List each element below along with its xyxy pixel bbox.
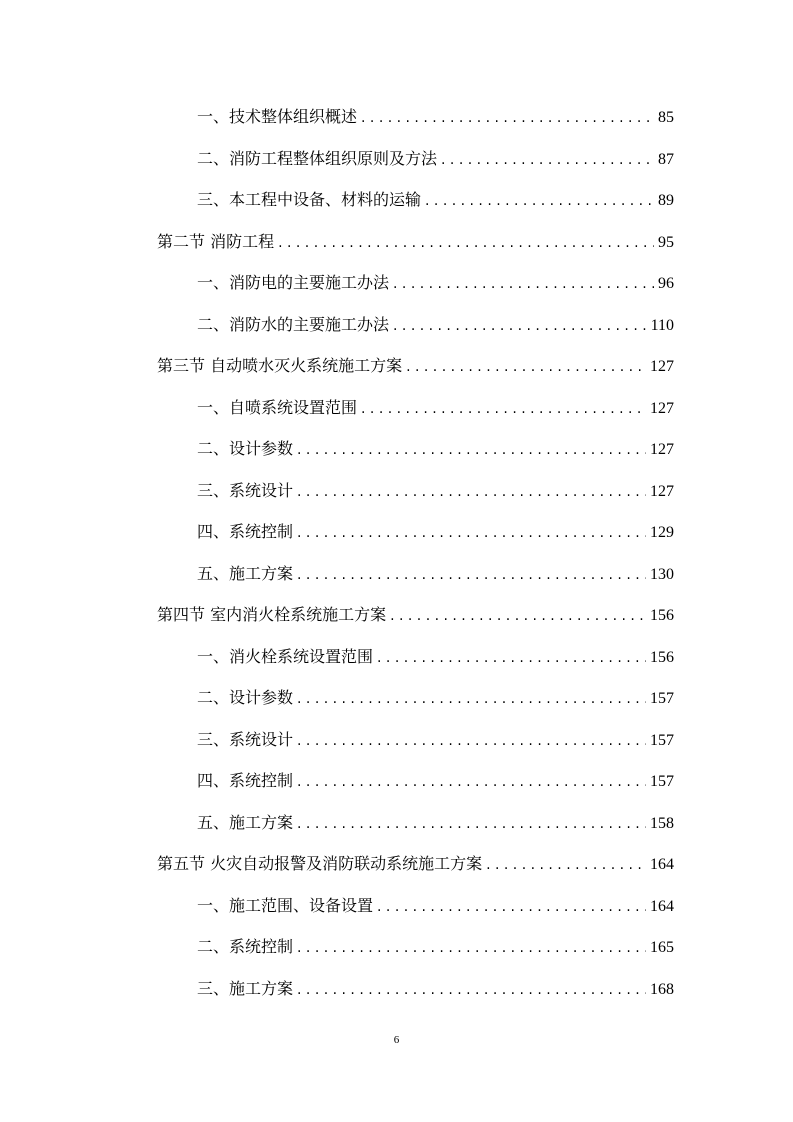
toc-entry-title: 一、自喷系统设置范围	[197, 397, 358, 417]
dot-leader	[297, 762, 646, 804]
toc-entry-page: 129	[650, 524, 674, 541]
toc-entry-title: 五、施工方案	[197, 563, 294, 583]
toc-entry-title: 三、系统设计	[197, 729, 294, 749]
toc-entry-page: 127	[650, 441, 674, 458]
dot-leader	[278, 223, 654, 265]
toc-entry-page: 89	[658, 192, 674, 209]
toc-entry[interactable]	[197, 553, 674, 595]
toc-entry-page: 110	[650, 316, 674, 334]
dot-leader	[297, 555, 646, 597]
toc-entry-title: 一、施工范围、设备设置	[197, 895, 374, 915]
toc-entry[interactable]	[197, 802, 674, 844]
toc-entry-title: 二、设计参数	[197, 439, 294, 458]
page-number: 6	[393, 1034, 400, 1046]
toc-entry-title: 二、设计参数	[197, 688, 294, 707]
dot-leader	[393, 264, 654, 306]
toc-entry-page: 168	[650, 980, 674, 998]
toc-entry[interactable]	[197, 138, 674, 180]
toc-entry-page: 85	[658, 109, 674, 126]
toc-entry-title: 三、系统设计	[197, 480, 294, 500]
toc-entry-title: 一、消防电的主要施工办法	[197, 273, 390, 292]
toc-entry-page: 127	[650, 399, 674, 417]
dot-leader	[297, 721, 646, 763]
toc-entry-page: 164	[650, 856, 674, 873]
toc-entry-page: 157	[650, 773, 674, 790]
toc-entry-page: 164	[650, 897, 674, 915]
dot-leader	[393, 306, 647, 348]
toc-entry-page: 96	[658, 275, 674, 292]
dot-leader	[425, 181, 654, 223]
toc-entry-title: 四、系统控制	[197, 522, 294, 541]
toc-entry-page: 127	[650, 482, 674, 500]
toc-entry[interactable]	[197, 968, 674, 1010]
toc-entry-page: 157	[650, 731, 674, 749]
toc-entry-title: 第四节 室内消火栓系统施工方案	[157, 605, 387, 624]
toc-entry-page: 127	[650, 358, 674, 375]
table-of-contents	[0, 96, 793, 1009]
toc-entry-page: 87	[658, 150, 674, 168]
toc-entry[interactable]	[197, 636, 674, 678]
toc-entry[interactable]	[197, 387, 674, 429]
toc-entry-page: 95	[658, 233, 674, 251]
toc-section-entry[interactable]	[157, 221, 674, 263]
toc-entry[interactable]	[197, 179, 674, 221]
dot-leader	[297, 472, 646, 514]
dot-leader	[377, 638, 646, 680]
toc-entry[interactable]	[197, 760, 674, 802]
toc-entry-title: 第三节 自动喷水灭火系统施工方案	[157, 356, 403, 375]
toc-entry-page: 158	[650, 814, 674, 832]
toc-entry-page: 156	[650, 648, 674, 666]
toc-entry[interactable]	[197, 96, 674, 138]
toc-entry[interactable]	[197, 926, 674, 968]
toc-entry[interactable]	[197, 885, 674, 927]
toc-entry-page: 165	[650, 939, 674, 956]
toc-entry-title: 三、施工方案	[197, 978, 294, 998]
dot-leader	[377, 887, 646, 929]
dot-leader	[486, 845, 646, 887]
toc-entry[interactable]	[197, 719, 674, 761]
dot-leader	[297, 928, 646, 970]
dot-leader	[297, 430, 646, 472]
toc-section-entry[interactable]	[157, 594, 674, 636]
toc-entry[interactable]	[197, 470, 674, 512]
toc-entry-page: 157	[650, 690, 674, 707]
toc-entry-title: 一、消火栓系统设置范围	[197, 646, 374, 666]
dot-leader	[297, 970, 646, 1012]
toc-entry[interactable]	[197, 262, 674, 304]
toc-entry-title: 第二节 消防工程	[157, 231, 275, 251]
dot-leader	[297, 804, 646, 846]
toc-entry-title: 四、系统控制	[197, 771, 294, 790]
toc-entry[interactable]	[197, 677, 674, 719]
toc-entry[interactable]	[197, 428, 674, 470]
toc-section-entry[interactable]	[157, 345, 674, 387]
toc-entry-title: 三、本工程中设备、材料的运输	[197, 190, 422, 209]
dot-leader	[297, 679, 646, 721]
toc-entry[interactable]	[197, 304, 674, 346]
dot-leader	[297, 513, 646, 555]
dot-leader	[441, 140, 654, 182]
toc-entry-title: 第五节 火灾自动报警及消防联动系统施工方案	[157, 854, 483, 873]
toc-entry-title: 五、施工方案	[197, 812, 294, 832]
toc-entry-page: 156	[650, 607, 674, 624]
toc-entry-title: 一、技术整体组织概述	[197, 107, 358, 126]
dot-leader	[361, 98, 654, 140]
dot-leader	[406, 347, 646, 389]
toc-entry-title: 二、系统控制	[197, 937, 294, 956]
toc-entry-page: 130	[650, 565, 674, 583]
toc-entry-title: 二、消防水的主要施工办法	[197, 314, 390, 334]
dot-leader	[361, 389, 646, 431]
toc-entry[interactable]	[197, 511, 674, 553]
toc-section-entry[interactable]	[157, 843, 674, 885]
toc-entry-title: 二、消防工程整体组织原则及方法	[197, 148, 438, 168]
dot-leader	[390, 596, 646, 638]
